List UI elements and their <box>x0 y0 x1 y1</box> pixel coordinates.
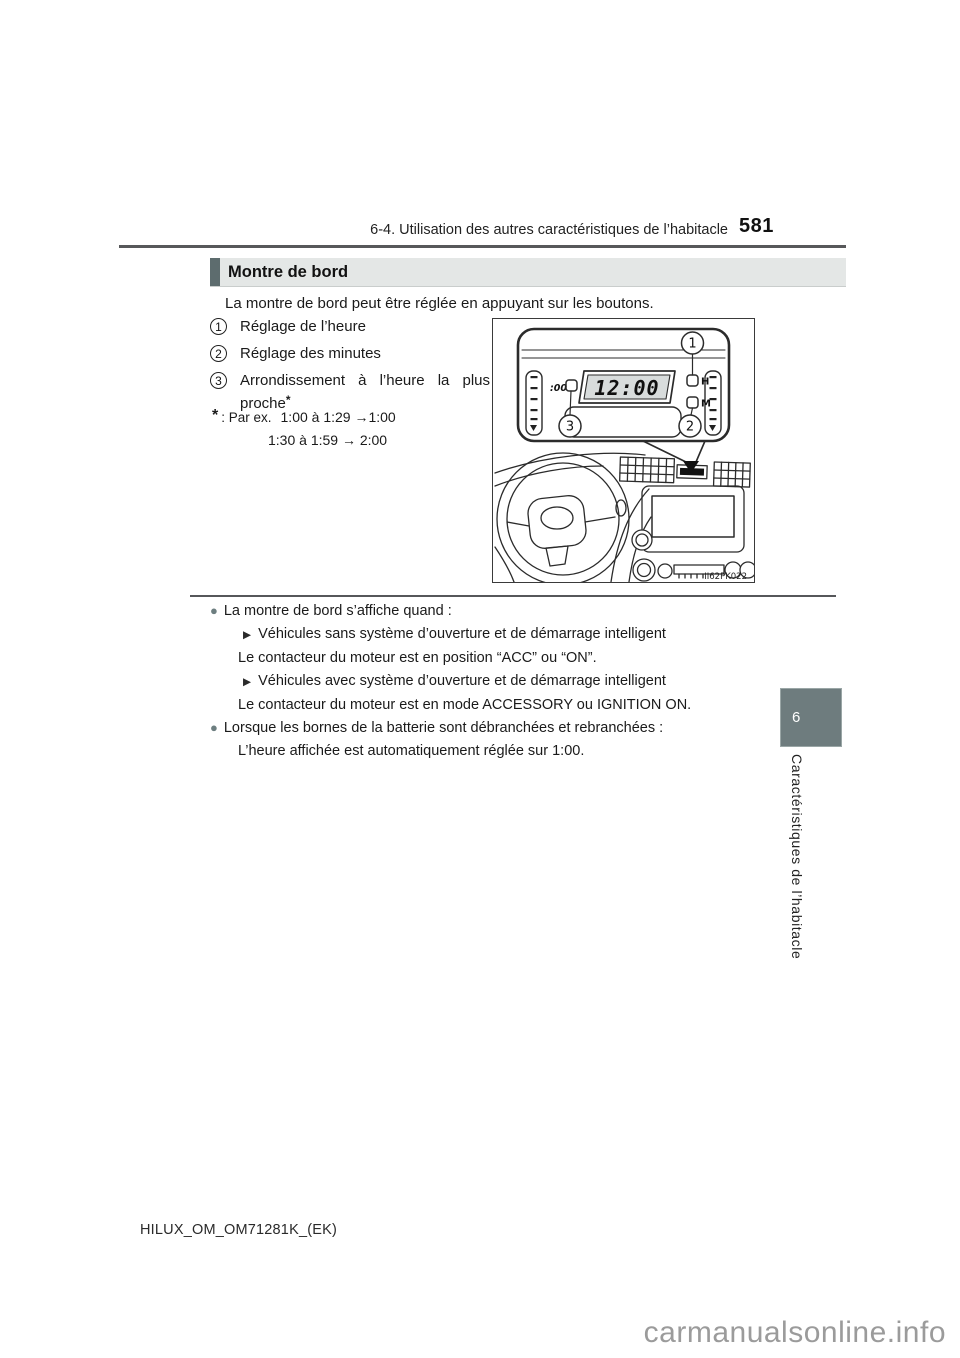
clock-illustration-svg <box>493 319 754 582</box>
note-text: Le contacteur du moteur est en position “ACC” ou “ON”. <box>238 649 597 666</box>
footnote-intro: : Par ex. <box>221 410 272 425</box>
footnote-example: 1:00 à 1:29 →1:00 <box>280 409 396 425</box>
note-row <box>210 719 850 737</box>
intro-paragraph: La montre de bord peut être réglée en appuyant sur les boutons. <box>225 295 654 312</box>
section-heading-bar <box>210 258 846 286</box>
circled-number-icon: 1 <box>210 318 227 335</box>
console-knob <box>632 530 652 550</box>
dashboard-drawing <box>495 453 754 582</box>
circled-number-icon: 3 <box>210 372 227 389</box>
chapter-title-vertical: Caractéristiques de l’habitacle <box>789 754 805 960</box>
notes-list <box>210 602 850 766</box>
step-label: Réglage de l’heure <box>240 318 366 335</box>
note-row <box>210 649 850 667</box>
watermark: carmanualsonline.info <box>643 1316 946 1349</box>
label-00: :00 <box>550 383 568 394</box>
section-title: Montre de bord <box>228 262 349 281</box>
note-row <box>210 602 850 620</box>
note-text: La montre de bord s’affiche quand : <box>223 603 452 619</box>
clock-time: 12:00 <box>594 376 660 400</box>
label-m: M <box>701 398 711 410</box>
note-text: Lorsque les bornes de la batterie sont débranchées et rebranchées : <box>223 720 664 737</box>
notes-divider <box>190 595 836 597</box>
step-label: Réglage des minutes <box>240 345 381 362</box>
note-text: Véhicules avec système d’ouverture et de démarrage intelligent <box>258 673 666 690</box>
step-item <box>210 317 492 337</box>
running-section-title: 6-4. Utilisation des autres caractéristiques de l’habitacle <box>370 222 728 238</box>
steps-list <box>210 317 492 421</box>
circled-number-icon: 2 <box>210 345 227 362</box>
page-number: 581 <box>739 215 774 237</box>
chapter-number: 6 <box>792 709 801 726</box>
step-item <box>210 371 492 413</box>
note-row <box>210 672 850 690</box>
note-row <box>210 625 850 643</box>
right-vent-grid <box>714 462 751 487</box>
callout-3-number: 3 <box>565 419 575 435</box>
note-row <box>210 742 850 760</box>
note-text: L’heure affichée est automatiquement réglée sur 1:00. <box>238 743 585 760</box>
step-label: Arrondissement à l’heure la plus proche* <box>240 372 490 412</box>
footnote-marker: * <box>285 392 291 407</box>
note-row <box>210 696 850 714</box>
header-rule <box>119 245 846 248</box>
step-item <box>210 344 492 364</box>
note-text: Véhicules sans système d’ouverture et de démarrage intelligent <box>258 626 666 643</box>
display-screen <box>652 496 734 537</box>
callout-2-number: 2 <box>685 419 695 435</box>
bullet-icon: ● <box>210 603 218 618</box>
callout-1-number: 1 <box>688 336 697 352</box>
clock-illustration <box>492 318 755 583</box>
steering-hub <box>527 494 588 550</box>
chapter-tab <box>780 688 842 747</box>
bullet-icon: ● <box>210 720 218 736</box>
figure-code: II62PK022 <box>704 572 747 582</box>
clock-panel <box>518 329 729 441</box>
note-text: Le contacteur du moteur est en mode ACCESSORY ou IGNITION ON. <box>238 696 692 713</box>
radio-knob <box>633 559 655 581</box>
arrow-icon: ▶ <box>243 676 252 689</box>
footnote-example: 1:30 à 1:59 → 2:00 <box>268 432 388 448</box>
footnote <box>212 409 396 448</box>
document-code: HILUX_OM_OM71281K_(EK) <box>140 1222 338 1238</box>
footnote-marker: * <box>212 407 219 424</box>
arrow-icon: ▶ <box>243 629 252 642</box>
label-h: H <box>701 376 710 388</box>
